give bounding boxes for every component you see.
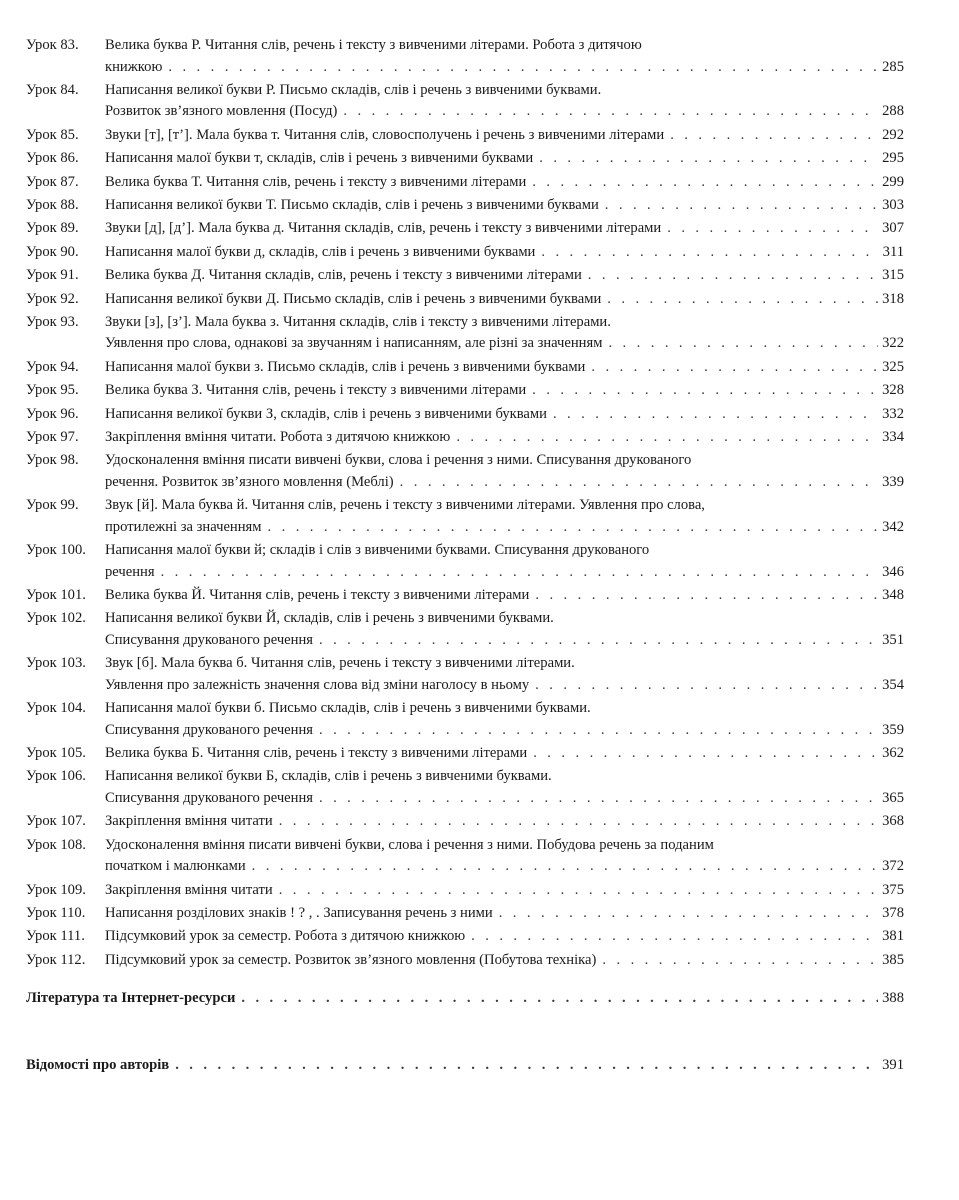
toc-entry [26, 608, 904, 651]
toc-entry [26, 926, 904, 948]
dot-leader [246, 856, 878, 878]
dot-leader [394, 472, 878, 494]
toc-entry [26, 766, 904, 809]
lesson-title-last-line [105, 788, 904, 810]
dot-leader [526, 380, 878, 402]
page-number: 378 [882, 905, 904, 922]
lesson-number: Урок 97. [26, 428, 79, 445]
dot-leader [273, 811, 878, 833]
dot-leader [533, 148, 878, 170]
lesson-description [105, 312, 904, 355]
dot-leader [493, 903, 878, 925]
lesson-title-line: Удосконалення вміння писати вивчені букви, слова і речення з ними. Побудова речень за поданим [105, 836, 714, 853]
dot-leader [155, 562, 879, 584]
lesson-description [105, 195, 904, 217]
lesson-description [105, 35, 904, 78]
lesson-title-line: Звуки [т], [т’]. Мала буква т. Читання слів, словосполучень і речень з вивченими літерами [105, 126, 665, 143]
toc-entry [26, 743, 904, 765]
lesson-title-last-line [105, 562, 904, 584]
toc-entry [26, 903, 904, 925]
lesson-title-line: Написання малої букви б. Письмо складів, слів і речень з вивченими буквами. [105, 700, 591, 717]
lesson-description [105, 903, 904, 925]
lesson-description [105, 125, 904, 147]
lesson-description [105, 289, 904, 311]
toc-entry [26, 218, 904, 240]
lesson-title-last-line [105, 517, 904, 539]
lesson-number: Урок 101. [26, 587, 86, 604]
toc-entry [26, 450, 904, 493]
lesson-number: Урок 84. [26, 81, 79, 98]
table-of-contents [26, 35, 904, 973]
lesson-title-last-line [105, 57, 904, 79]
lesson-description [105, 608, 904, 651]
lesson-title-line: Написання малої букви й; складів і слів з вивченими буквами. Списування друкованого [105, 542, 650, 559]
dot-leader [599, 195, 878, 217]
page-number: 328 [882, 382, 904, 399]
dot-leader [337, 101, 878, 123]
dot-leader [262, 517, 879, 539]
page-number: 303 [882, 196, 904, 213]
lesson-title-line: Велика буква Д. Читання складів, слів, речень і тексту з вивченими літерами [105, 267, 582, 284]
dot-leader [273, 880, 878, 902]
dot-leader [313, 630, 878, 652]
lesson-title-last-line [105, 172, 904, 194]
lesson-title-line: Удосконалення вміння писати вивчені букви, слова і речення з ними. Списування друкованого [105, 452, 692, 469]
page-number: 315 [882, 267, 904, 284]
dot-leader [235, 988, 878, 1010]
dot-leader [526, 172, 878, 194]
toc-entry [26, 880, 904, 902]
dot-leader [169, 1055, 878, 1077]
toc-entry [26, 125, 904, 147]
page-number: 339 [882, 473, 904, 490]
dot-leader [535, 242, 878, 264]
lesson-number: Урок 90. [26, 243, 79, 260]
lesson-description [105, 242, 904, 264]
dot-leader [596, 950, 878, 972]
lesson-description [105, 540, 904, 583]
lesson-number: Урок 83. [26, 37, 79, 53]
lesson-title-line: Велика буква Т. Читання слів, речень і тексту з вивченими літерами [105, 173, 527, 190]
lesson-description [105, 218, 904, 240]
lesson-description [105, 265, 904, 287]
lesson-description [105, 926, 904, 948]
lesson-description [105, 450, 904, 493]
dot-leader [313, 788, 878, 810]
lesson-title-line: Списування друкованого речення [105, 789, 313, 806]
lesson-title-last-line [105, 289, 904, 311]
lesson-title-last-line [105, 585, 904, 607]
back-matter-entry [26, 988, 904, 1010]
lesson-title-line: Уявлення про слова, однакові за звучанням і написанням, але різні за значенням [105, 335, 603, 352]
page-number: 388 [882, 990, 904, 1006]
lesson-title-last-line [105, 101, 904, 123]
lesson-title-line: Списування друкованого речення [105, 721, 313, 738]
page-number: 362 [882, 745, 904, 762]
lesson-title-last-line [105, 856, 904, 878]
toc-entry [26, 172, 904, 194]
lesson-title-last-line [105, 333, 904, 355]
lesson-number: Урок 106. [26, 768, 86, 785]
lesson-title-line: книжкою [105, 58, 163, 75]
lesson-title-line: Звук [й]. Мала буква й. Читання слів, речень і тексту з вивченими літерами. Уявлення про слова, [105, 497, 705, 514]
dot-leader [664, 125, 878, 147]
lesson-title-last-line [105, 380, 904, 402]
lesson-description [105, 811, 904, 833]
page-number: 354 [882, 676, 904, 693]
lesson-title-line: Велика буква З. Читання слів, речень і тексту з вивченими літерами [105, 382, 527, 399]
dot-leader [313, 720, 878, 742]
lesson-description [105, 80, 904, 123]
toc-entry [26, 495, 904, 538]
lesson-number: Урок 110. [26, 905, 86, 922]
lesson-title-last-line [105, 148, 904, 170]
page-number: 365 [882, 789, 904, 806]
lesson-title-last-line [105, 720, 904, 742]
lesson-title-line: Закріплення вміння читати. Робота з дитячою книжкою [105, 428, 451, 445]
lesson-number: Урок 89. [26, 220, 79, 237]
page-number: 318 [882, 290, 904, 307]
page-number: 334 [882, 428, 904, 445]
dot-leader [601, 289, 878, 311]
page-number: 351 [882, 631, 904, 648]
page-number: 322 [882, 335, 904, 352]
lesson-description [105, 653, 904, 696]
toc-entry [26, 585, 904, 607]
lesson-title-last-line [105, 404, 904, 426]
lesson-description [105, 743, 904, 765]
toc-entry [26, 950, 904, 972]
page-number: 311 [882, 243, 904, 260]
lesson-number: Урок 108. [26, 836, 86, 853]
lesson-description [105, 835, 904, 878]
lesson-title-line: Звук [б]. Мала буква б. Читання слів, речень і тексту з вивченими літерами. [105, 655, 575, 672]
toc-entry [26, 380, 904, 402]
page-number: 342 [882, 518, 904, 535]
lesson-number: Урок 87. [26, 173, 79, 190]
lesson-title-line: початком і малюнками [105, 858, 246, 875]
lesson-number: Урок 109. [26, 881, 86, 898]
lesson-title-line: Списування друкованого речення [105, 631, 313, 648]
lesson-number: Урок 107. [26, 813, 86, 830]
lesson-description [105, 766, 904, 809]
lesson-number: Урок 100. [26, 542, 86, 559]
page-number: 348 [882, 587, 904, 604]
lesson-number: Урок 99. [26, 497, 79, 514]
section-title: Відомості про авторів [26, 1057, 170, 1073]
lesson-number: Урок 94. [26, 358, 79, 375]
lesson-title-last-line [105, 950, 904, 972]
toc-entry [26, 312, 904, 355]
lesson-number: Урок 88. [26, 196, 79, 213]
lesson-title-line: Написання малої букви з. Письмо складів, слів і речень з вивченими буквами [105, 358, 586, 375]
lesson-number: Урок 98. [26, 452, 79, 469]
lesson-title-line: Закріплення вміння читати [105, 813, 273, 830]
lesson-number: Урок 105. [26, 745, 86, 762]
lesson-title-line: Написання малої букви т, складів, слів і речень з вивченими буквами [105, 150, 534, 167]
page-number: 359 [882, 721, 904, 738]
lesson-number: Урок 85. [26, 126, 79, 143]
lesson-title-line: Написання великої букви З, складів, слів і речень з вивченими буквами [105, 405, 547, 422]
lesson-title-line: речення. Розвиток зв’язного мовлення (Меблі) [105, 473, 394, 490]
page-number: 385 [882, 951, 904, 968]
dot-leader [465, 926, 878, 948]
lesson-title-line: Уявлення про залежність значення слова від зміни наголосу в ньому [105, 676, 530, 693]
dot-leader [450, 427, 878, 449]
toc-entry [26, 265, 904, 287]
page-number: 299 [882, 173, 904, 190]
lesson-title-line: Звуки [з], [з’]. Мала буква з. Читання складів, слів і тексту з вивченими літерами. [105, 313, 611, 330]
page-number: 391 [882, 1057, 904, 1073]
lesson-title-line: Написання великої букви Д. Письмо складів, слів і речень з вивченими буквами [105, 290, 602, 307]
lesson-title-last-line [105, 903, 904, 925]
dot-leader [661, 218, 878, 240]
lesson-title-line: Написання великої букви Б, складів, слів і речень з вивченими буквами. [105, 768, 552, 785]
lesson-description [105, 172, 904, 194]
page-number: 295 [882, 150, 904, 167]
lesson-title-last-line [105, 218, 904, 240]
page-number: 325 [882, 358, 904, 375]
toc-entry [26, 540, 904, 583]
lesson-title-line: Велика буква Р. Читання слів, речень і тексту з вивченими літерами. Робота з дитячою [105, 37, 642, 53]
lesson-title-line: Написання розділових знаків ! ? , . Записування речень з ними [105, 905, 493, 922]
lesson-title-last-line [105, 125, 904, 147]
page-number: 332 [882, 405, 904, 422]
page-number: 288 [882, 103, 904, 120]
toc-entry [26, 195, 904, 217]
toc-entry [26, 404, 904, 426]
lesson-number: Урок 91. [26, 267, 79, 284]
dot-leader [547, 404, 878, 426]
lesson-number: Урок 86. [26, 150, 79, 167]
toc-entry [26, 148, 904, 170]
lesson-title-line: Підсумковий урок за семестр. Робота з дитячою книжкою [105, 928, 466, 945]
dot-leader [527, 743, 878, 765]
page-number: 372 [882, 858, 904, 875]
lesson-number: Урок 112. [26, 951, 86, 968]
dot-leader [529, 675, 878, 697]
lesson-number: Урок 93. [26, 313, 79, 330]
lesson-description [105, 148, 904, 170]
lesson-title-line: Написання великої букви Т. Письмо складів, слів і речень з вивченими буквами [105, 196, 599, 213]
dot-leader [162, 57, 878, 79]
lesson-number: Урок 95. [26, 382, 79, 399]
lesson-number: Урок 111. [26, 928, 85, 945]
lesson-description [105, 585, 904, 607]
lesson-title-line: Підсумковий урок за семестр. Розвиток зв’язного мовлення (Побутова техніка) [105, 951, 597, 968]
lesson-title-line: Написання великої букви Й, складів, слів і речень з вивченими буквами. [105, 610, 554, 627]
lesson-title-line: Написання малої букви д, складів, слів і речень з вивченими буквами [105, 243, 536, 260]
dot-leader [585, 357, 878, 379]
toc-entry [26, 811, 904, 833]
lesson-description [105, 357, 904, 379]
section-title: Література та Інтернет-ресурси [26, 990, 236, 1006]
toc-entry [26, 653, 904, 696]
lesson-description [105, 880, 904, 902]
lesson-title-last-line [105, 811, 904, 833]
lesson-title-line: Звуки [д], [д’]. Мала буква д. Читання складів, слів, речень і тексту з вивченими літерами [105, 220, 662, 237]
lesson-title-last-line [105, 265, 904, 287]
toc-entry [26, 242, 904, 264]
lesson-description [105, 698, 904, 741]
toc-entry [26, 80, 904, 123]
dot-leader [582, 265, 878, 287]
page-number: 307 [882, 220, 904, 237]
lesson-title-last-line [105, 926, 904, 948]
lesson-title-line: Велика буква Й. Читання слів, речень і тексту з вивченими літерами [105, 587, 530, 604]
lesson-title-line: Велика буква Б. Читання слів, речень і тексту з вивченими літерами [105, 745, 528, 762]
lesson-description [105, 380, 904, 402]
page-number: 292 [882, 126, 904, 143]
lesson-description [105, 427, 904, 449]
lesson-title-line: протилежні за значенням [105, 518, 262, 535]
page-number: 346 [882, 563, 904, 580]
toc-entry [26, 289, 904, 311]
lesson-title-last-line [105, 743, 904, 765]
lesson-description [105, 950, 904, 972]
lesson-number: Урок 104. [26, 700, 86, 717]
lesson-number: Урок 96. [26, 405, 79, 422]
lesson-title-line: речення [105, 563, 155, 580]
lesson-title-last-line [105, 630, 904, 652]
lesson-number: Урок 103. [26, 655, 86, 672]
toc-entry [26, 835, 904, 878]
lesson-title-last-line [105, 472, 904, 494]
lesson-title-last-line [105, 427, 904, 449]
dot-leader [529, 585, 878, 607]
lesson-title-last-line [105, 675, 904, 697]
lesson-title-last-line [105, 880, 904, 902]
lesson-number: Урок 92. [26, 290, 79, 307]
lesson-title-line: Написання великої букви Р. Письмо складів, слів і речень з вивченими буквами. [105, 81, 602, 98]
lesson-number: Урок 102. [26, 610, 86, 627]
page-number: 381 [882, 928, 904, 945]
page-number: 375 [882, 881, 904, 898]
lesson-title-line: Закріплення вміння читати [105, 881, 273, 898]
page-number: 368 [882, 813, 904, 830]
toc-entry [26, 35, 904, 78]
lesson-title-last-line [105, 357, 904, 379]
back-matter-entry [26, 1055, 904, 1077]
toc-entry [26, 698, 904, 741]
lesson-description [105, 495, 904, 538]
lesson-title-line: Розвиток зв’язного мовлення (Посуд) [105, 103, 338, 120]
toc-entry [26, 357, 904, 379]
lesson-description [105, 404, 904, 426]
page-number: 285 [882, 58, 904, 75]
toc-entry [26, 427, 904, 449]
lesson-title-last-line [105, 195, 904, 217]
dot-leader [602, 333, 878, 355]
lesson-title-last-line [105, 242, 904, 264]
